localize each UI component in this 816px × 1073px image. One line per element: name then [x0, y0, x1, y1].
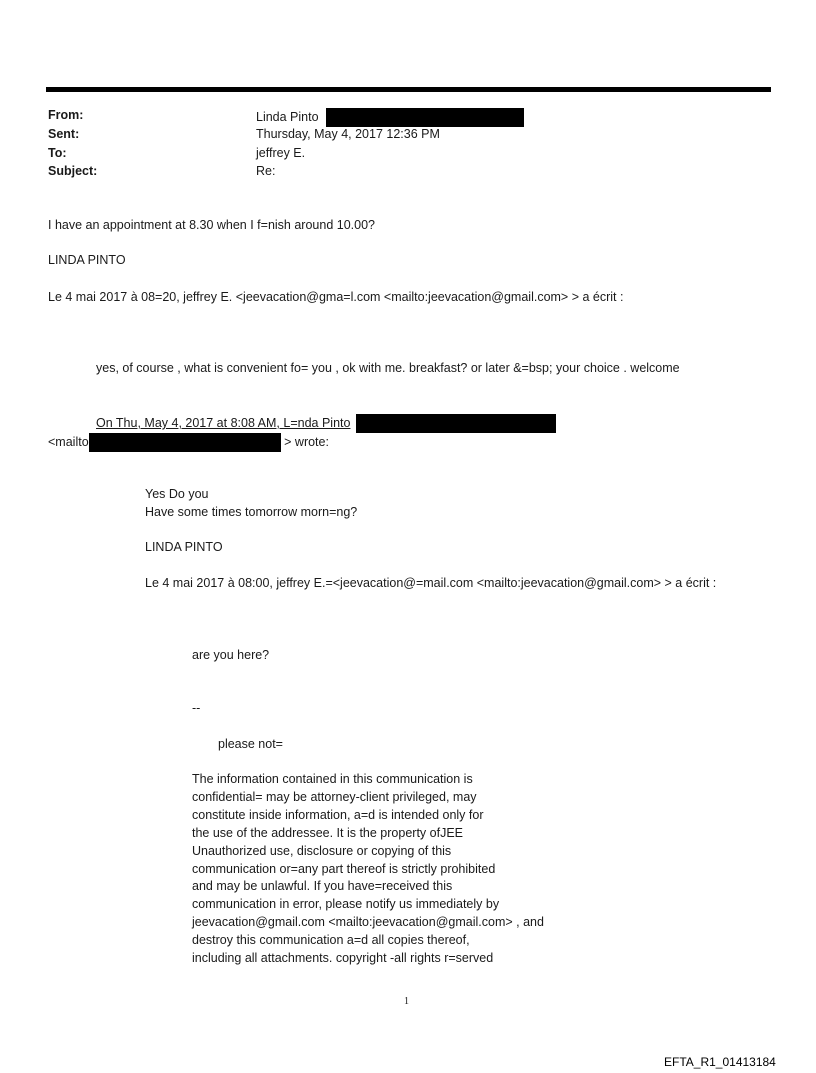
reply-line: yes, of course , what is convenient fo= you , ok with me. breakfast? or later &=bsp; your choice . welcome [96, 361, 680, 375]
subject-value: Re: [256, 164, 276, 178]
mailto-line [48, 433, 329, 452]
disclaimer-line: jeevacation@gmail.com <mailto:jeevacation@gmail.com> , and [192, 915, 544, 930]
signature: LINDA PINTO [48, 253, 126, 267]
redaction-box [89, 433, 281, 452]
message-line: Yes Do you [145, 487, 209, 501]
from-name: Linda Pinto [256, 109, 319, 124]
quote-header-on-thu [96, 414, 556, 433]
message-line: Have some times tomorrow morn=ng? [145, 505, 358, 519]
quote-header: Le 4 mai 2017 à 08=20, jeffrey E. <jeevacation@gma=l.com <mailto:jeevacation@gmail.com> > a écrit : [48, 290, 624, 304]
message-line: please not= [218, 737, 283, 751]
wrote-text: > wrote: [284, 434, 329, 449]
disclaimer-line: confidential= may be attorney-client privileged, may [192, 789, 477, 804]
sent-label: Sent: [48, 127, 80, 141]
redaction-box [356, 414, 556, 433]
disclaimer-line: the use of the addressee. It is the property ofJEE [192, 825, 463, 840]
top-rule [46, 87, 771, 92]
signature-separator: -- [192, 701, 201, 715]
message-line: are you here? [192, 648, 270, 662]
message-line: I have an appointment at 8.30 when I f=nish around 10.00? [48, 218, 375, 232]
disclaimer-line: and may be unlawful. If you have=received this [192, 879, 453, 894]
disclaimer-line: communication in error, please notify us immediately by [192, 897, 500, 912]
disclaimer-line: destroy this communication a=d all copies thereof, [192, 933, 470, 948]
document-id: EFTA_R1_01413184 [664, 1055, 776, 1069]
disclaimer-line: communication or=any part thereof is strictly prohibited [192, 861, 496, 876]
from-value [256, 108, 524, 127]
disclaimer-line: Unauthorized use, disclosure or copying of this [192, 843, 452, 858]
disclaimer-line: The information contained in this communication is [192, 772, 473, 786]
mailto-text: <mailto [48, 434, 89, 449]
to-value: jeffrey E. [256, 146, 306, 160]
signature: LINDA PINTO [145, 540, 223, 554]
to-label: To: [48, 146, 67, 160]
disclaimer-line: including all attachments. copyright -all rights r=served [192, 951, 494, 966]
quote-header: Le 4 mai 2017 à 08:00, jeffrey E.=<jeevacation@=mail.com <mailto:jeevacation@gmail.com> > a écrit : [145, 576, 717, 590]
disclaimer [192, 771, 544, 968]
redaction-box [326, 108, 524, 127]
page-number: 1 [404, 996, 409, 1007]
sent-value: Thursday, May 4, 2017 12:36 PM [256, 127, 440, 141]
on-thu-text: On Thu, May 4, 2017 at 8:08 AM, L=nda Pinto [96, 415, 351, 430]
disclaimer-line: constitute inside information, a=d is intended only for [192, 807, 484, 822]
from-label: From: [48, 108, 84, 122]
subject-label: Subject: [48, 164, 98, 178]
